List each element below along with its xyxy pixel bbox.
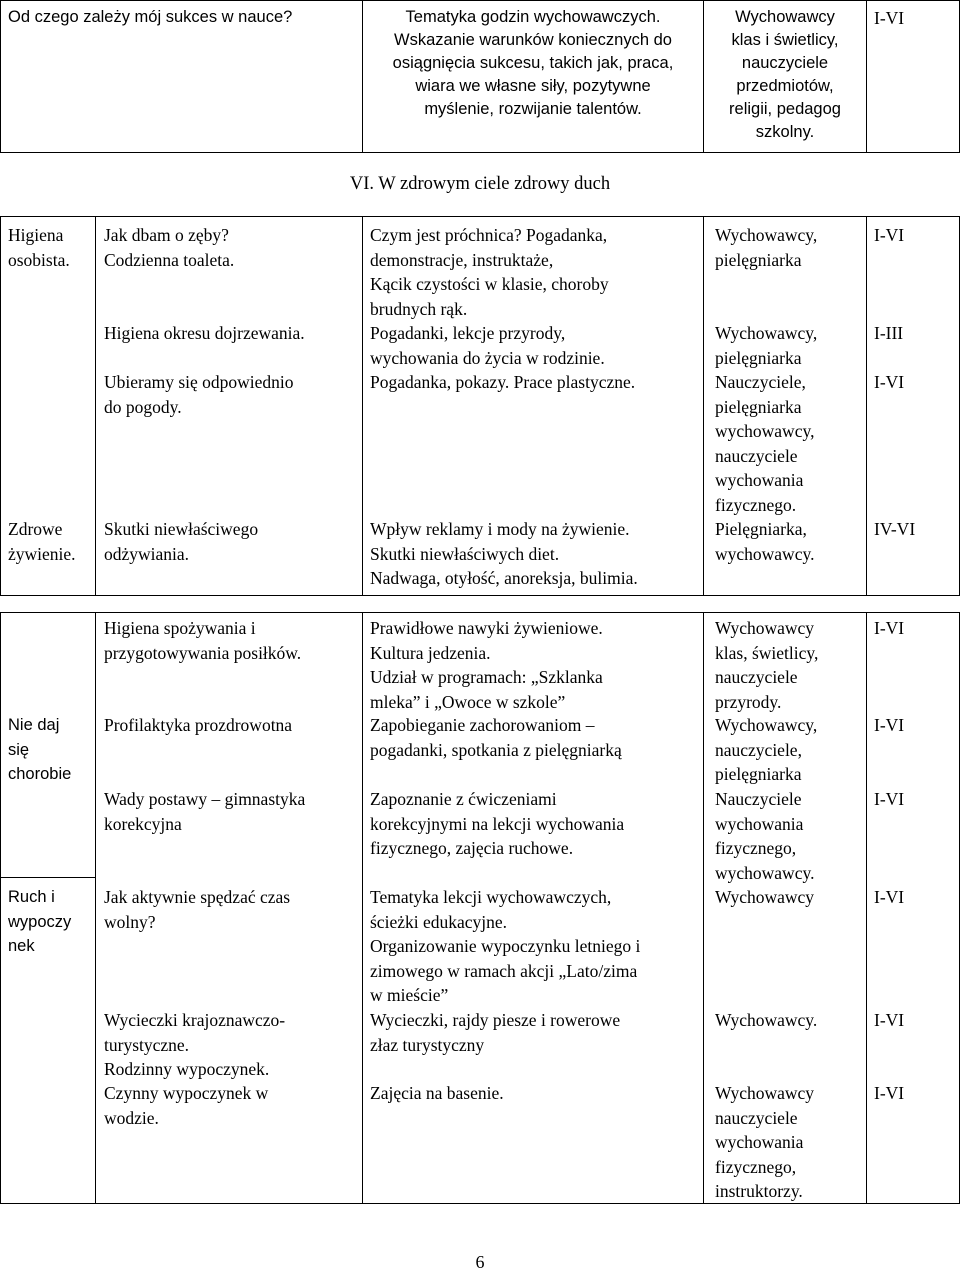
table-row-topic [104, 1008, 285, 1082]
cell-line: Wskazanie warunków koniecznych do [394, 31, 672, 49]
cell-line: złaz turystyczny [370, 1034, 485, 1055]
cell-line: szkolny. [755, 123, 815, 141]
cell-line: I-VI [874, 225, 905, 245]
cell-line: religii, pedagog [729, 100, 841, 118]
cell-line: Rodzinny wypoczynek. [104, 1059, 270, 1079]
cell-line: klas i świetlicy, [731, 31, 839, 49]
cell-line: wiara we własne siły, pozytywne [415, 77, 651, 95]
cell-line: Jak dbam o zęby? [104, 225, 229, 245]
cell-line: wychowania [715, 1132, 804, 1152]
section-heading: VI. W zdrowym ciele zdrowy duch [349, 174, 611, 194]
cell-line: Od czego zależy mój sukces w nauce? [8, 8, 293, 26]
table-row-form [370, 1008, 620, 1057]
cell-line: pogadanki, spotkania z pielęgniarką [370, 739, 622, 760]
cell-line: Zapobieganie zachorowaniom – [370, 715, 595, 735]
cell-line: wychowania [715, 470, 804, 490]
cell-line: korekcyjnymi na lekcji wychowania [370, 813, 625, 834]
cell-line: przedmiotów, [736, 77, 834, 95]
cell-line: Organizowanie wypoczynku letniego i [370, 936, 641, 956]
cell-line: wychowawcy, [715, 421, 815, 441]
table-row-responsible [715, 321, 817, 370]
cell-line: odżywiania. [104, 543, 190, 564]
cell-line: Pogadanka, pokazy. Prace plastyczne. [370, 372, 636, 392]
cell-line: wychowawcy. [715, 543, 815, 564]
cell-line: Higiena okresu dojrzewania. [104, 323, 305, 343]
cell-line: Udział w programach: „Szklanka [370, 667, 603, 687]
cell-line: pielęgniarka [715, 764, 802, 784]
cell-line: nauczyciele [715, 445, 798, 466]
table-row-responsible [715, 713, 817, 787]
cell-line: IV-VI [874, 519, 916, 539]
cell-line: Wady postawy – gimnastyka [104, 789, 306, 809]
cell-line: nauczyciele, [715, 739, 802, 760]
table-row-responsible [715, 885, 814, 910]
cell-line: fizycznego, [715, 838, 797, 858]
cell-line: I-VI [874, 1083, 905, 1103]
cell-line: nauczyciele [741, 54, 829, 72]
cell-line: przyrody. [715, 691, 782, 712]
top-responsible-cell [704, 6, 866, 144]
table-row-responsible [715, 1081, 814, 1204]
cell-line: Wycieczki, rajdy piesze i rowerowe [370, 1010, 621, 1030]
table-row-responsible [715, 787, 814, 885]
cell-line: demonstracje, instruktaże, [370, 249, 554, 270]
cell-line: Wycieczki krajoznawczo- [104, 1010, 286, 1030]
cell-line: Ruch i [8, 888, 55, 906]
cell-line: Wychowawcy [735, 8, 835, 26]
cell-line: wychowania [715, 813, 804, 834]
cell-line: brudnych rąk. [370, 298, 468, 319]
cell-line: I-III [874, 323, 904, 343]
cell-line: Pielęgniarka, [715, 519, 807, 539]
cell-line: Wychowawcy [715, 618, 815, 638]
cell-line: Pogadanki, lekcje przyrody, [370, 323, 566, 343]
table-row-classes [874, 370, 904, 395]
cell-line: przygotowywania posiłków. [104, 642, 302, 663]
cell-line: Profilaktyka prozdrowotna [104, 715, 293, 735]
table-row-responsible [715, 616, 818, 714]
cell-line: I-VI [874, 618, 905, 638]
area-dont-get-sick [8, 713, 71, 787]
cell-line: I-VI [874, 887, 905, 907]
cell-line: wychowawcy. [715, 862, 815, 883]
cell-line: do pogody. [104, 396, 182, 417]
table-row-form [370, 370, 635, 395]
table-row-responsible [715, 370, 814, 517]
cell-line: I-VI [874, 1010, 905, 1030]
table-row-topic [104, 885, 290, 934]
table-row-topic [104, 616, 301, 665]
cell-line: korekcyjna [104, 813, 182, 834]
cell-line: I-VI [874, 789, 905, 809]
cell-line: I-VI [874, 715, 905, 735]
table-row-form [370, 787, 624, 861]
cell-line: I-VI [874, 8, 905, 28]
cell-line: osobista. [8, 249, 70, 270]
table-row-responsible [715, 517, 814, 566]
cell-line: mleka” i „Owoce w szkole” [370, 691, 566, 712]
cell-line: Nie daj [8, 716, 60, 734]
table-row-classes [874, 1081, 904, 1106]
cell-line: Wychowawcy. [715, 1010, 818, 1030]
cell-line: Codzienna toaleta. [104, 249, 235, 270]
cell-line: wolny? [104, 911, 156, 932]
table-row-responsible [715, 223, 817, 272]
cell-line: w mieście” [370, 985, 449, 1005]
cell-line: Tematyka lekcji wychowawczych, [370, 887, 612, 907]
cell-line: Ubieramy się odpowiednio [104, 372, 294, 392]
cell-line: Zapoznanie z ćwiczeniami [370, 789, 557, 809]
table-row-responsible [715, 1008, 817, 1033]
table-row-topic [104, 713, 292, 738]
cell-line: pielęgniarka [715, 249, 802, 270]
table-row-form [370, 223, 609, 321]
cell-line: wodzie. [104, 1107, 159, 1128]
table-row-form [370, 616, 603, 714]
cell-line: pielęgniarka [715, 347, 802, 368]
cell-line: fizycznego, zajęcia ruchowe. [370, 838, 574, 858]
page-number: 6 [475, 1252, 485, 1272]
top-form-cell [363, 6, 703, 121]
cell-line: Higiena spożywania i [104, 618, 256, 638]
cell-line: chorobie [8, 765, 72, 783]
cell-line: Zajęcia na basenie. [370, 1083, 504, 1103]
cell-line: Wychowawcy, [715, 225, 818, 245]
cell-line: Skutki niewłaściwego [104, 519, 259, 539]
cell-line: nek [8, 937, 35, 955]
cell-line: Wpływ reklamy i mody na żywienie. [370, 519, 630, 539]
cell-line: zimowego w ramach akcji „Lato/zima [370, 960, 638, 981]
cell-line: myślenie, rozwijanie talentów. [424, 100, 642, 118]
cell-line: osiągnięcia sukcesu, takich jak, praca, [392, 54, 674, 72]
table-row-classes [874, 713, 904, 738]
cell-line: I-VI [874, 372, 905, 392]
cell-line: Jak aktywnie spędzać czas [104, 887, 291, 907]
area-movement-rest [8, 885, 71, 959]
area-personal-hygiene [8, 223, 70, 272]
cell-line: Zdrowe [8, 519, 63, 539]
top-topic-cell [8, 6, 292, 29]
table-row-classes [874, 223, 904, 248]
cell-line: się [8, 740, 30, 759]
table-row-classes [874, 616, 904, 641]
cell-line: fizycznego, [715, 1156, 797, 1177]
cell-line: wypoczy [8, 912, 72, 931]
table-row-classes [874, 885, 904, 910]
table-row-topic [104, 223, 234, 272]
cell-line: Wychowawcy [715, 887, 815, 907]
cell-line: Kultura jedzenia. [370, 642, 491, 663]
cell-line: Skutki niewłaściwych diet. [370, 543, 560, 564]
cell-line: nauczyciele [715, 1107, 798, 1128]
table-row-form [370, 713, 622, 762]
cell-line: Tematyka godzin wychowawczych. [405, 8, 661, 26]
cell-line: wychowania do życia w rodzinie. [370, 347, 605, 368]
table-row-form [370, 321, 605, 370]
cell-line: Czynny wypoczynek w [104, 1083, 269, 1103]
cell-line: Nauczyciele, [715, 372, 806, 392]
table-row-classes [874, 321, 903, 346]
cell-line: klas, świetlicy, [715, 642, 819, 663]
table-row-topic [104, 517, 258, 566]
table-row-topic [104, 1081, 268, 1130]
cell-line: Wychowawcy, [715, 715, 818, 735]
table-row-classes [874, 787, 904, 812]
cell-line: Wychowawcy [715, 1083, 815, 1103]
table-row-form [370, 1081, 504, 1106]
table-row-classes [874, 1008, 904, 1033]
cell-line: Higiena [8, 225, 64, 245]
table-row-topic [104, 370, 294, 419]
table-row-form [370, 885, 640, 1008]
cell-line: Wychowawcy, [715, 323, 818, 343]
area-healthy-eating [8, 517, 76, 566]
cell-line: Prawidłowe nawyki żywieniowe. [370, 618, 603, 638]
cell-line: żywienie. [8, 543, 76, 564]
cell-line: fizycznego. [715, 494, 797, 515]
table-row-classes [874, 517, 915, 542]
table-row-topic [104, 321, 305, 346]
cell-line: instruktorzy. [715, 1181, 803, 1201]
cell-line: Czym jest próchnica? Pogadanka, [370, 225, 608, 245]
cell-line: turystyczne. [104, 1034, 190, 1055]
cell-line: pielęgniarka [715, 396, 802, 417]
top-classes-cell [874, 6, 904, 31]
cell-line: Nadwaga, otyłość, anoreksja, bulimia. [370, 568, 638, 588]
cell-line: nauczyciele [715, 667, 798, 687]
cell-line: ścieżki edukacyjne. [370, 911, 508, 932]
cell-line: Nauczyciele [715, 789, 802, 809]
cell-line: Kącik czystości w klasie, choroby [370, 274, 609, 294]
table-row-form [370, 517, 638, 591]
table-row-topic [104, 787, 305, 836]
